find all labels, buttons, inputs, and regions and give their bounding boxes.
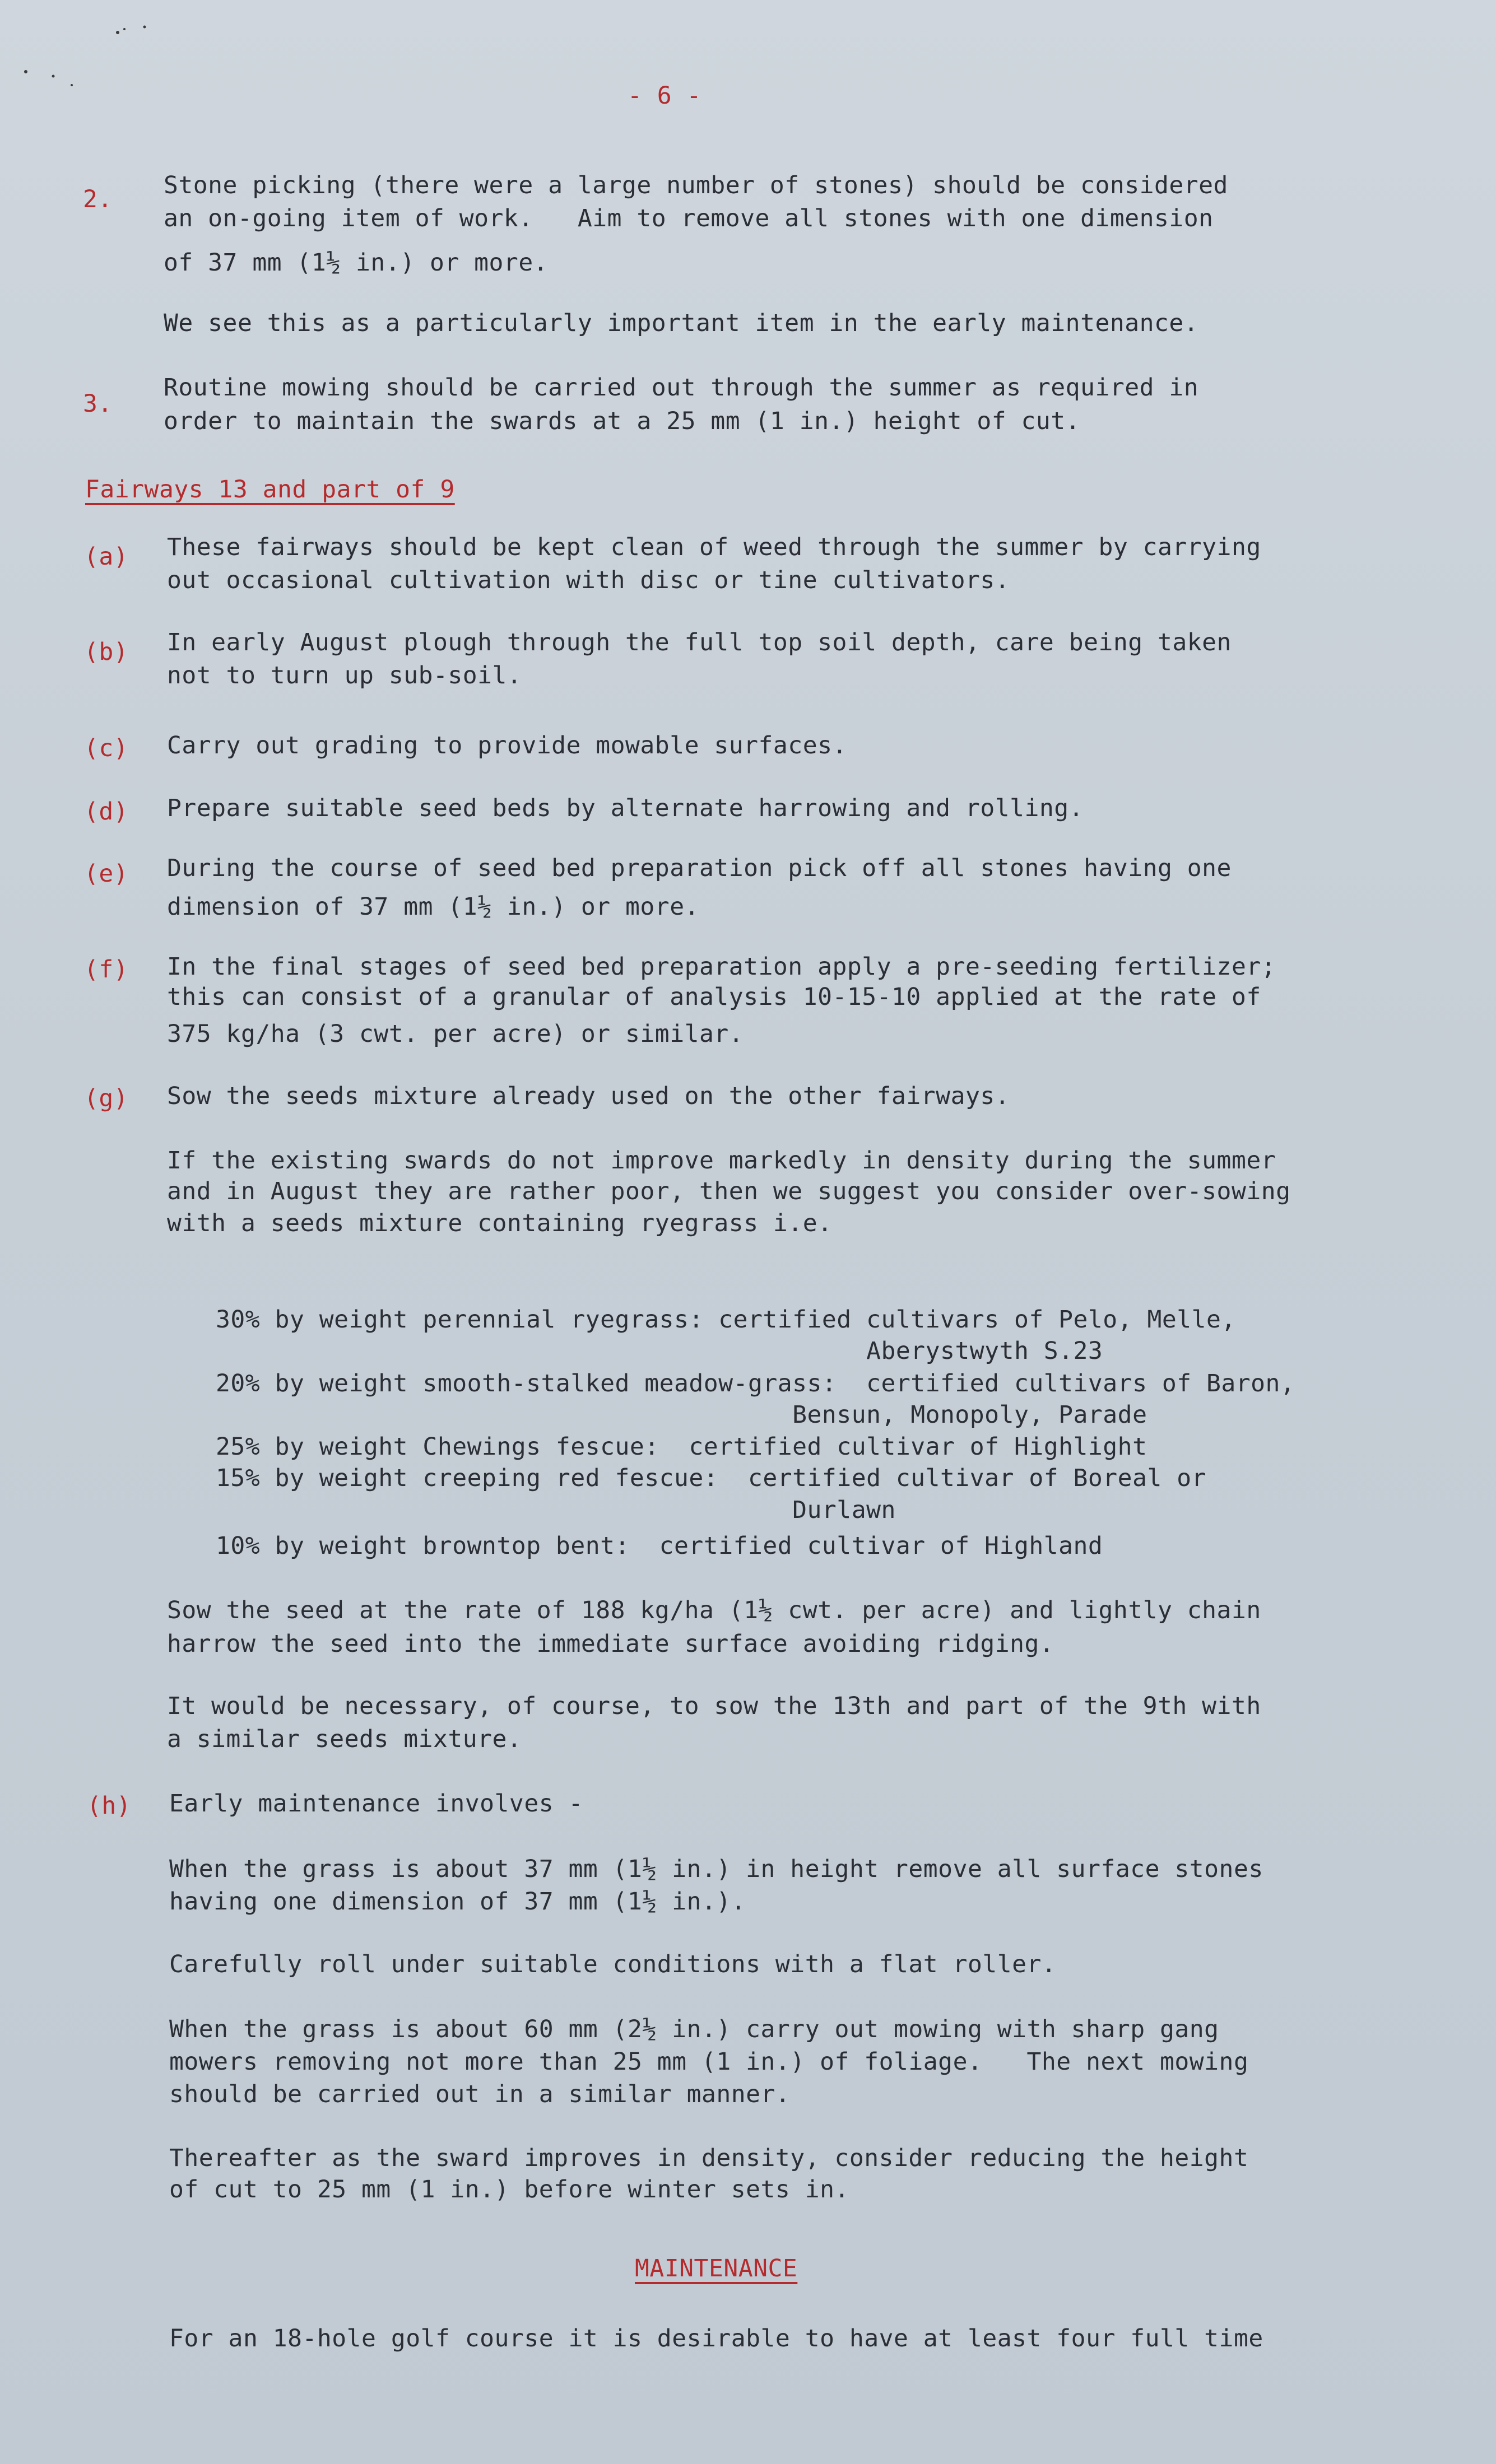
seed-mixture-line: 15% by weight creeping red fescue: certified cultivar of Boreal or xyxy=(216,1464,1207,1492)
item-note: We see this as a particularly important item in the early maintenance. xyxy=(164,309,1199,337)
item-label: (a) xyxy=(84,543,129,571)
item-label: (c) xyxy=(84,734,129,762)
paragraph-line: If the existing swards do not improve markedly in density during the summer xyxy=(167,1147,1276,1175)
item-line: During the course of seed bed preparation pick off all stones having one xyxy=(167,854,1232,882)
item-line: In the final stages of seed bed preparation apply a pre-seeding fertilizer; xyxy=(167,953,1276,981)
item-line: order to maintain the swards at a 25 mm (1 in.) height of cut. xyxy=(164,407,1081,435)
item-label: (h) xyxy=(87,1792,132,1820)
paragraph-line: mowers removing not more than 25 mm (1 in.) of foliage. The next mowing xyxy=(169,2048,1249,2076)
seed-mixture-line: Durlawn xyxy=(216,1496,896,1524)
item-line: Prepare suitable seed beds by alternate harrowing and rolling. xyxy=(167,794,1084,822)
paragraph-line: having one dimension of 37 mm (1½ in.). xyxy=(169,1888,746,1916)
seed-mixture-line: Bensun, Monopoly, Parade xyxy=(216,1401,1147,1429)
paragraph-line: should be carried out in a similar manner. xyxy=(169,2080,791,2108)
paragraph-line: Carefully roll under suitable conditions with a flat roller. xyxy=(169,1950,1057,1978)
item-line: In early August plough through the full top soil depth, care being taken xyxy=(167,628,1232,656)
item-line: Carry out grading to provide mowable surfaces. xyxy=(167,732,847,760)
section-heading: MAINTENANCE xyxy=(635,2255,798,2283)
item-line: These fairways should be kept clean of weed through the summer by carrying xyxy=(167,533,1261,561)
item-line: Early maintenance involves - xyxy=(169,1790,583,1818)
item-line: an on-going item of work. Aim to remove all stones with one dimension xyxy=(164,204,1214,232)
paragraph-line: When the grass is about 37 mm (1½ in.) in height remove all surface stones xyxy=(169,1855,1263,1883)
seed-mixture-line: Aberystwyth S.23 xyxy=(216,1337,1103,1365)
item-number: 2. xyxy=(83,185,113,213)
item-label: (f) xyxy=(84,956,129,984)
paragraph-line: a similar seeds mixture. xyxy=(167,1725,522,1753)
item-line: of 37 mm (1½ in.) or more. xyxy=(164,249,549,277)
item-line: this can consist of a granular of analysis 10-15-10 applied at the rate of xyxy=(167,983,1261,1011)
seed-mixture-line: 30% by weight perennial ryegrass: certified cultivars of Pelo, Melle, xyxy=(216,1306,1236,1334)
item-line: dimension of 37 mm (1½ in.) or more. xyxy=(167,893,699,921)
seed-mixture-line: 20% by weight smooth-stalked meadow-grass: certified cultivars of Baron, xyxy=(216,1370,1295,1398)
paragraph-line: When the grass is about 60 mm (2½ in.) carry out mowing with sharp gang xyxy=(169,2015,1219,2043)
paragraph-line: with a seeds mixture containing ryegrass i.e. xyxy=(167,1209,833,1237)
paragraph-line: It would be necessary, of course, to sow the 13th and part of the 9th with xyxy=(167,1692,1261,1720)
page-number: - 6 - xyxy=(628,82,701,110)
paragraph-line: and in August they are rather poor, then we suggest you consider over-sowing xyxy=(167,1177,1291,1205)
paragraph-line: of cut to 25 mm (1 in.) before winter sets in. xyxy=(169,2176,849,2204)
item-line: Routine mowing should be carried out through the summer as required in xyxy=(164,374,1199,402)
seed-mixture-line: 10% by weight browntop bent: certified cultivar of Highland xyxy=(216,1532,1103,1560)
item-label: (e) xyxy=(84,860,129,888)
seed-mixture-line: 25% by weight Chewings fescue: certified cultivar of Highlight xyxy=(216,1433,1147,1461)
item-line: Sow the seeds mixture already used on the other fairways. xyxy=(167,1082,1010,1110)
corner-specks xyxy=(6,6,174,95)
item-line: 375 kg/ha (3 cwt. per acre) or similar. xyxy=(167,1020,744,1048)
paragraph-line: Sow the seed at the rate of 188 kg/ha (1½ cwt. per acre) and lightly chain xyxy=(167,1596,1261,1624)
item-number: 3. xyxy=(83,390,113,418)
item-label: (d) xyxy=(84,798,129,826)
section-heading: Fairways 13 and part of 9 xyxy=(85,476,455,504)
item-label: (b) xyxy=(84,638,129,666)
item-label: (g) xyxy=(84,1084,129,1112)
paragraph-line: Thereafter as the sward improves in density, consider reducing the height xyxy=(169,2144,1249,2172)
paragraph-line: harrow the seed into the immediate surface avoiding ridging. xyxy=(167,1630,1054,1658)
item-line: Stone picking (there were a large number of stones) should be considered xyxy=(164,171,1228,199)
item-line: not to turn up sub-soil. xyxy=(167,662,522,690)
paragraph-line: For an 18-hole golf course it is desirable to have at least four full time xyxy=(169,2325,1263,2353)
item-line: out occasional cultivation with disc or tine cultivators. xyxy=(167,566,1010,594)
